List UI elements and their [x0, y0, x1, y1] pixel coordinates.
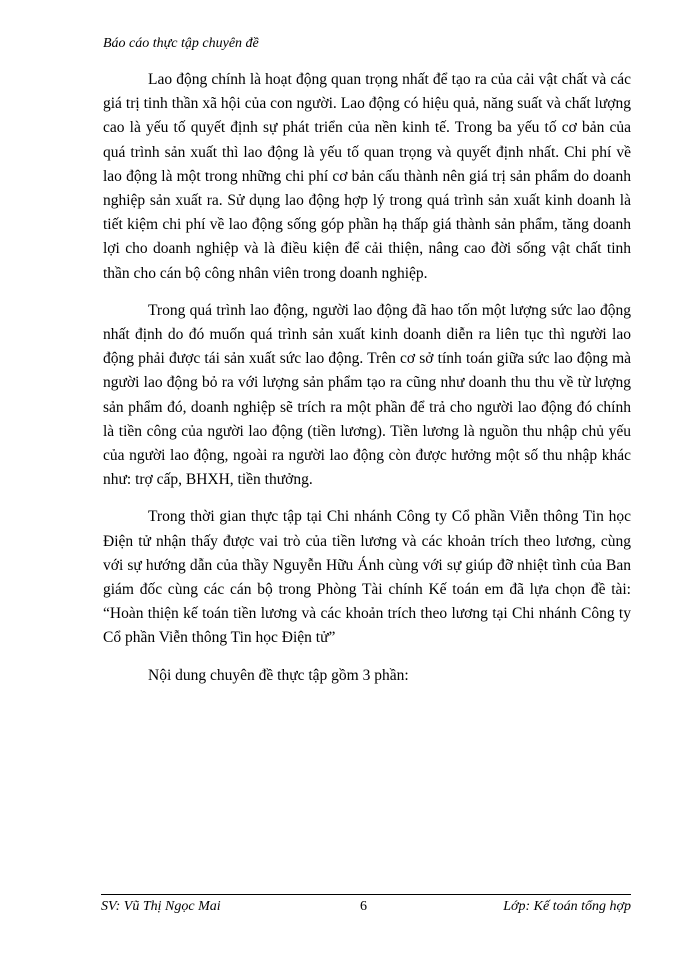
paragraph-1: Lao động chính là hoạt động quan trọng nhất để tạo ra của cải vật chất và các giá trị tinh thần xã hội của con người. Lao động có hiệu quả, năng suất và chất lượng cao là yếu tố quyết định sự phát triển của nền kinh tế. Trong ba yếu tố cơ bản của quá trình sản xuất thì lao động là yếu tố quan trọng và quyết định nhất. Chi phí về lao động là một trong những chi phí cơ bản cấu thành nên giá trị sản phẩm do doanh nghiệp sản xuất ra. Sử dụng lao động hợp lý trong quá trình sản xuất kinh doanh là tiết kiệm chi phí về lao động sống góp phần hạ thấp giá thành sản phẩm, tăng doanh lợi cho doanh nghiệp và là điều kiện để cải thiện, nâng cao đời sống vật chất tinh thần cho cán bộ công nhân viên trong doanh nghiệp. [103, 71, 631, 282]
paragraph-4: Nội dung chuyên đề thực tập gồm 3 phần: [148, 666, 409, 684]
page-header-title: Báo cáo thực tập chuyên đề [103, 36, 259, 51]
page-number: 6 [360, 899, 367, 914]
footer-student-name: SV: Vũ Thị Ngọc Mai [101, 899, 221, 914]
paragraph-3: Trong thời gian thực tập tại Chi nhánh Công ty Cổ phần Viễn thông Tin học Điện tử nhận thấy được vai trò của tiền lương và các khoản trích theo lương, cùng với sự hướng dẫn của thầy Nguyễn Hữu Ánh cùng với sự giúp đỡ nhiệt tình của Ban giám đốc cùng các cán bộ trong Phòng Tài chính Kế toán em đã lựa chọn đề tài: “Hoàn thiện kế toán tiền lương và các khoản trích theo lương tại Chi nhánh Công ty Cổ phần Viễn thông Tin học Điện tử” [103, 508, 631, 647]
footer-class-name: Lớp: Kế toán tổng hợp [503, 899, 631, 914]
document-body [103, 68, 631, 688]
paragraph-2: Trong quá trình lao động, người lao động đã hao tốn một lượng sức lao động nhất định do đó muốn quá trình sản xuất kinh doanh diễn ra liên tục thì người lao động phải được tái sản xuất sức lao động. Trên cơ sở tính toán giữa sức lao động mà người lao động bỏ ra với lượng sản phẩm tạo ra cũng như doanh thu thu về từ lượng sản phẩm đó, doanh nghiệp sẽ trích ra một phần để trả cho người lao động đó chính là tiền công của người lao động (tiền lương). Tiền lương là nguồn thu nhập chủ yếu của người lao động, ngoài ra người lao động còn được hưởng một số thu nhập khác như: trợ cấp, BHXH, tiền thưởng. [103, 301, 631, 489]
footer-divider [101, 894, 631, 895]
page-footer [101, 899, 631, 919]
